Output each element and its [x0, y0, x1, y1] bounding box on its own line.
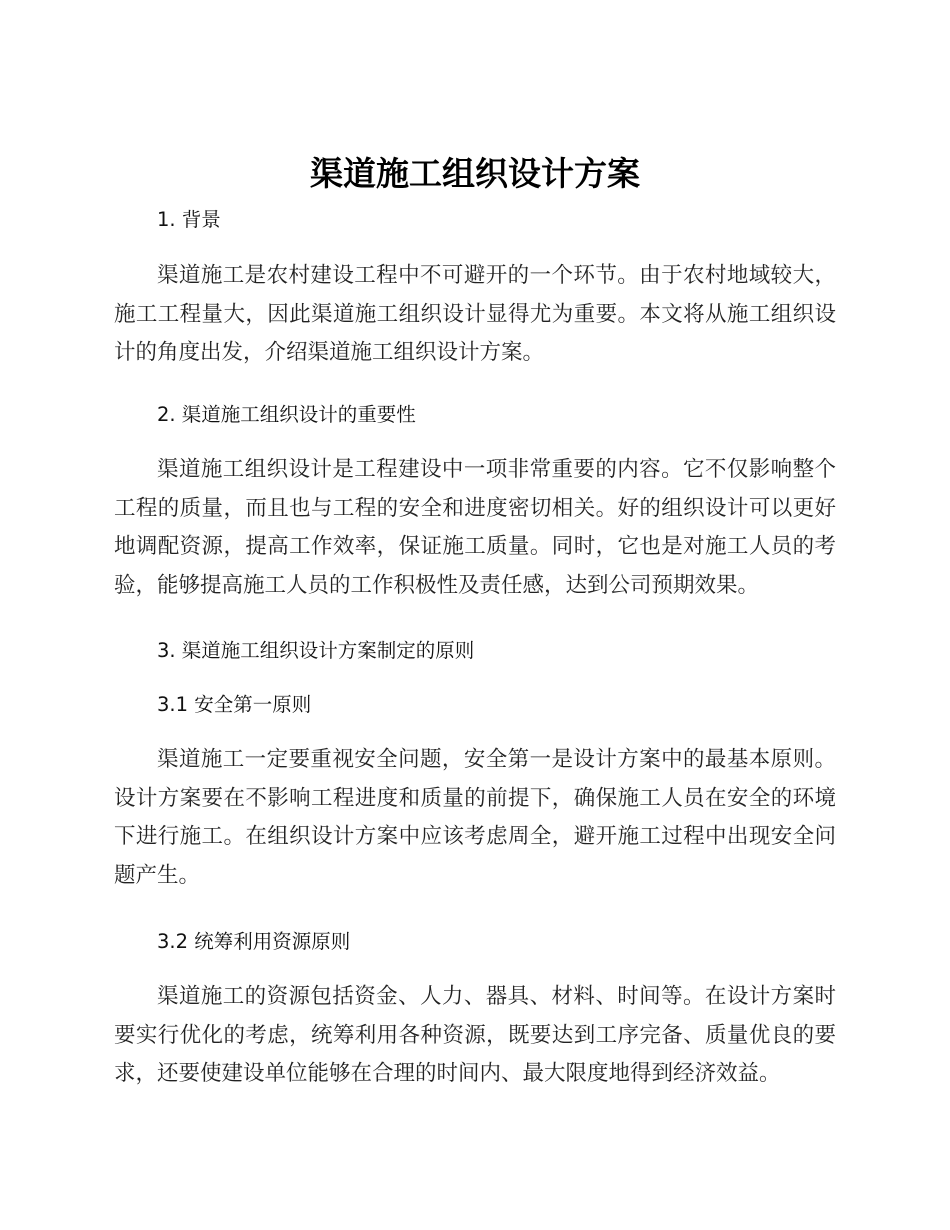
section-heading-safety-first: 3.1 安全第一原则 — [157, 693, 312, 716]
section-heading-resource-planning: 3.2 统筹利用资源原则 — [157, 930, 351, 953]
paragraph-importance: 渠道施工组织设计是工程建设中一项非常重要的内容。它不仅影响整个工程的质量，而且也与工程的安全和进度密切相关。好的组织设计可以更好地调配资源，提高工作效率，保证施工质量。同时，它也是对施工人员的考验，能够提高施工人员的工作积极性及责任感，达到公司预期效果。 — [114, 457, 836, 598]
section-heading-importance: 2. 渠道施工组织设计的重要性 — [157, 403, 416, 426]
section-heading-principles: 3. 渠道施工组织设计方案制定的原则 — [157, 639, 475, 662]
paragraph-background: 渠道施工是农村建设工程中不可避开的一个环节。由于农村地域较大，施工工程量大，因此渠道施工组织设计显得尤为重要。本文将从施工组织设计的角度出发，介绍渠道施工组织设计方案。 — [114, 263, 836, 365]
section-heading-background: 1. 背景 — [157, 208, 221, 231]
document-title: 渠道施工组织设计方案 — [310, 154, 640, 193]
paragraph-resource-planning: 渠道施工的资源包括资金、人力、器具、材料、时间等。在设计方案时要实行优化的考虑，统筹利用各种资源，既要达到工序完备、质量优良的要求，还要使建设单位能够在合理的时间内、最大限度地得到经济效益。 — [114, 984, 836, 1086]
paragraph-safety-first: 渠道施工一定要重视安全问题，安全第一是设计方案中的最基本原则。设计方案要在不影响工程进度和质量的前提下，确保施工人员在安全的环境下进行施工。在组织设计方案中应该考虑周全，避开施工过程中出现安全问题产生。 — [114, 747, 836, 888]
